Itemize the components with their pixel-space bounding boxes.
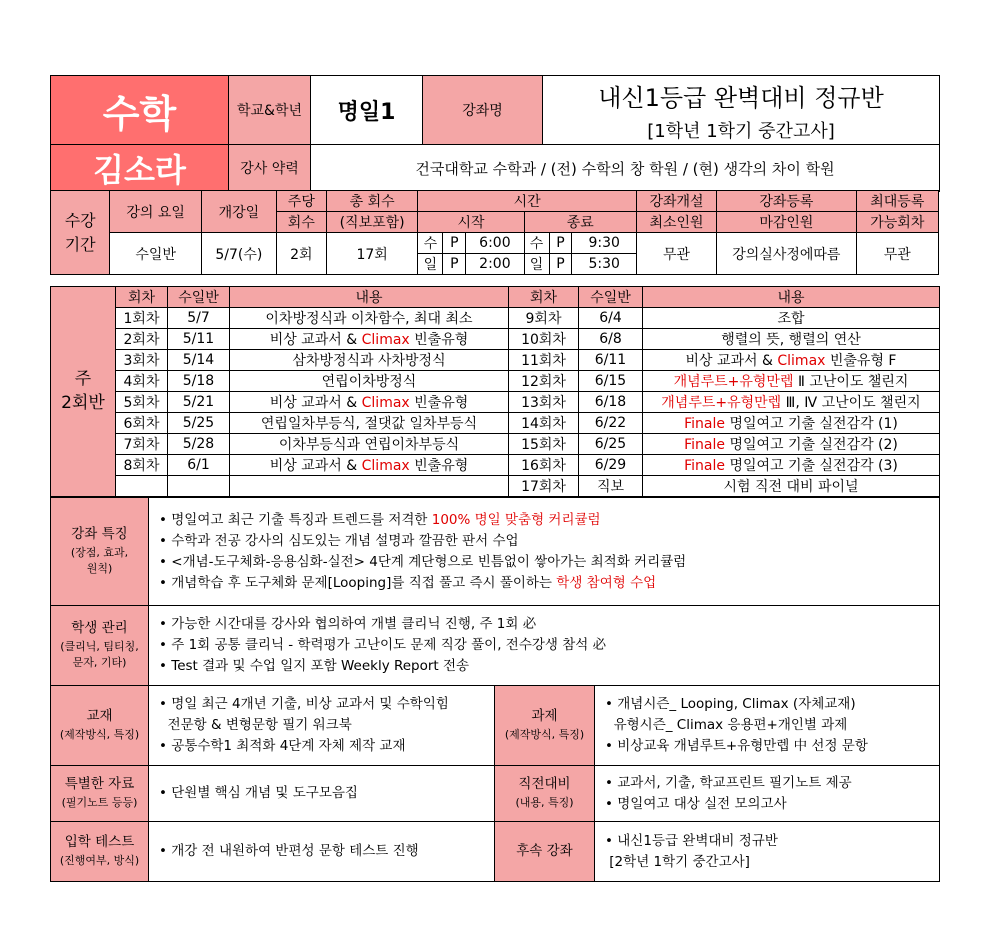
session-content-text: 이차부등식과 연립이차부등식 bbox=[278, 437, 460, 453]
time-start: 2:00 bbox=[466, 254, 524, 275]
session-content-text: 빈출유형 bbox=[409, 395, 469, 411]
session-content-text: 개념루트+유형만렙 bbox=[673, 374, 794, 390]
session-content bbox=[643, 392, 940, 413]
session-date: 6/1 bbox=[168, 455, 230, 476]
time-day: 수 bbox=[418, 233, 443, 254]
entry-test-item: • 개강 전 내원하여 반편성 문항 테스트 진행 bbox=[159, 843, 419, 859]
period-label-bottom: 기간 bbox=[64, 234, 96, 254]
session-content-text: Climax bbox=[361, 395, 410, 411]
day-value: 수일반 bbox=[110, 233, 202, 275]
h-date: 수일반 bbox=[579, 287, 643, 308]
time-day: 일 bbox=[524, 254, 549, 275]
time-start: 6:00 bbox=[466, 233, 524, 254]
entry-test-label bbox=[51, 822, 149, 882]
features-label bbox=[51, 498, 149, 606]
material-item: • 단원별 핵심 개념 및 도구모음집 bbox=[159, 785, 358, 801]
session-date: 5/28 bbox=[168, 434, 230, 455]
entry-test-list bbox=[149, 822, 495, 882]
session-content-text: 명일여고 기출 실전감각 (3) bbox=[725, 458, 898, 474]
textbook-label-text: 교재 bbox=[86, 708, 113, 725]
features-item-text: • <개념-도구체화-응용심화-실전> 4단계 계단형으로 빈틈없이 쌓아가는 최적화 커리큘럼 bbox=[159, 553, 687, 570]
schedule-label-bottom: 2회반 bbox=[61, 392, 105, 413]
followup-label-text: 후속 강좌 bbox=[516, 842, 573, 859]
session-content-text: 시험 직전 대비 파이널 bbox=[723, 479, 859, 495]
session-number: 10회차 bbox=[509, 329, 579, 350]
session-date bbox=[168, 476, 230, 497]
schedule-label-top: 주 bbox=[74, 368, 92, 389]
homework-sub: (제작방식, 특징) bbox=[504, 728, 585, 742]
session-date: 5/25 bbox=[168, 413, 230, 434]
session-number: 1회차 bbox=[116, 308, 168, 329]
textbook-list bbox=[149, 686, 495, 766]
course-title bbox=[543, 76, 940, 145]
col-day: 강의 요일 bbox=[110, 191, 202, 233]
features-item bbox=[159, 510, 929, 531]
homework-label-text: 과제 bbox=[531, 708, 558, 725]
col-time-start: 시작 bbox=[418, 212, 524, 233]
management-sub2: 문자, 기타) bbox=[72, 656, 127, 670]
session-content-text: Finale bbox=[684, 416, 725, 432]
session-number: 2회차 bbox=[116, 329, 168, 350]
material-list bbox=[149, 766, 495, 822]
schedule-row bbox=[51, 434, 940, 455]
max-value: 무관 bbox=[856, 233, 938, 275]
management-item: • Test 결과 및 수업 일지 포함 Weekly Report 전송 bbox=[159, 658, 470, 674]
session-number: 15회차 bbox=[509, 434, 579, 455]
session-number: 8회차 bbox=[116, 455, 168, 476]
features-label-text: 강좌 특징 bbox=[71, 526, 128, 543]
col-total-top: 총 회수 bbox=[326, 191, 418, 212]
session-content bbox=[643, 455, 940, 476]
session-date: 5/7 bbox=[168, 308, 230, 329]
per-week-value: 2회 bbox=[276, 233, 326, 275]
session-number: 7회차 bbox=[116, 434, 168, 455]
course-title-main: 내신1등급 완벽대비 정규반 bbox=[598, 83, 884, 112]
textbook-item: 전문항 & 변형문항 필기 워크북 bbox=[159, 717, 352, 733]
session-content bbox=[230, 413, 509, 434]
schedule-row bbox=[51, 308, 940, 329]
management-item: • 가능한 시간대를 강사와 협의하여 개별 클리닉 진행, 주 1회 必 bbox=[159, 616, 537, 632]
subject-title: 수학 bbox=[51, 76, 229, 145]
session-content bbox=[230, 371, 509, 392]
features-list bbox=[149, 498, 940, 606]
management-label bbox=[51, 606, 149, 686]
session-content-text: Ⅲ, Ⅳ 고난이도 챌린지 bbox=[781, 395, 921, 411]
textbook-label bbox=[51, 686, 149, 766]
period-label-top: 수강 bbox=[64, 210, 96, 230]
session-content-text: 빈출유형 bbox=[409, 332, 469, 348]
session-date: 6/18 bbox=[579, 392, 643, 413]
session-content-text: 빈출유형 F bbox=[825, 353, 897, 369]
textbook-item: • 공통수학1 최적화 4단계 자체 제작 교재 bbox=[159, 738, 406, 754]
session-date: 5/21 bbox=[168, 392, 230, 413]
features-item bbox=[159, 531, 929, 552]
session-content-text: 명일여고 기출 실전감각 (1) bbox=[725, 416, 898, 432]
features-sub2: 원칙) bbox=[86, 562, 113, 576]
start-value: 5/7(수) bbox=[201, 233, 276, 275]
session-date: 6/8 bbox=[579, 329, 643, 350]
session-content-text: Finale bbox=[684, 458, 725, 474]
material-label bbox=[51, 766, 149, 822]
session-content-text: 개념루트+유형만렙 bbox=[661, 395, 782, 411]
entry-test-label-text: 입학 테스트 bbox=[64, 834, 135, 851]
features-sub1: (장점, 효과, bbox=[70, 545, 129, 559]
schedule-row bbox=[51, 329, 940, 350]
session-content bbox=[230, 455, 509, 476]
session-number: 9회차 bbox=[509, 308, 579, 329]
prep-label-text: 직전대비 bbox=[518, 776, 571, 793]
time-ampm: P bbox=[549, 233, 572, 254]
session-content bbox=[643, 476, 940, 497]
session-number bbox=[116, 476, 168, 497]
management-sub1: (클리닉, 팀티칭, bbox=[60, 639, 139, 653]
col-start: 개강일 bbox=[201, 191, 276, 233]
textbook-item: • 명일 최근 4개년 기출, 비상 교과서 및 수학익힘 bbox=[159, 696, 449, 712]
col-week-top: 주당 bbox=[276, 191, 326, 212]
schedule-row bbox=[51, 476, 940, 497]
session-number: 17회차 bbox=[509, 476, 579, 497]
features-item-text: • 개념학습 후 도구체화 문제[Looping]를 직접 풀고 즉시 풀이하는 bbox=[159, 574, 557, 591]
session-date: 5/18 bbox=[168, 371, 230, 392]
career-value: 건국대학교 수학과 / (전) 수학의 창 학원 / (현) 생각의 차이 학원 bbox=[311, 145, 940, 192]
session-content-text: Finale bbox=[684, 437, 725, 453]
session-content bbox=[230, 329, 509, 350]
session-content bbox=[643, 413, 940, 434]
h-session: 회차 bbox=[509, 287, 579, 308]
session-content-text: 비상 교과서 & bbox=[269, 395, 362, 411]
session-content-text: 이차방정식과 이차함수, 최대 최소 bbox=[265, 311, 473, 327]
deadline-value: 강의실사정에따름 bbox=[717, 233, 856, 275]
session-content-text: 조합 bbox=[777, 311, 805, 327]
time-ampm: P bbox=[549, 254, 572, 275]
material-label-text: 특별한 자료 bbox=[64, 776, 135, 793]
session-number: 14회차 bbox=[509, 413, 579, 434]
followup-item: • 내신1등급 완벽대비 정규반 bbox=[605, 832, 778, 849]
col-min-top: 강좌개설 bbox=[636, 191, 716, 212]
session-content-text: 연립이차방정식 bbox=[321, 374, 417, 390]
session-content bbox=[643, 329, 940, 350]
col-time-end: 종료 bbox=[524, 212, 636, 233]
schedule-row bbox=[51, 413, 940, 434]
features-item bbox=[159, 573, 929, 594]
session-content-text: 삼차방정식과 사차방정식 bbox=[292, 353, 446, 369]
homework-label bbox=[495, 686, 595, 766]
session-date: 6/22 bbox=[579, 413, 643, 434]
session-content bbox=[230, 476, 509, 497]
session-content-text: 비상 교과서 & bbox=[269, 332, 362, 348]
session-date: 6/15 bbox=[579, 371, 643, 392]
school-grade-label: 학교&학년 bbox=[229, 76, 311, 145]
session-content-text: Ⅱ 고난이도 챌린지 bbox=[793, 374, 909, 390]
followup-label bbox=[495, 822, 595, 882]
col-max-top: 최대등록 bbox=[856, 191, 938, 212]
min-value: 무관 bbox=[636, 233, 716, 275]
homework-list bbox=[595, 686, 940, 766]
prep-sub: (내용, 특징) bbox=[515, 796, 574, 810]
session-content-text: 명일여고 기출 실전감각 (2) bbox=[725, 437, 898, 453]
teacher-name: 김소라 bbox=[51, 145, 229, 192]
h-content: 내용 bbox=[230, 287, 509, 308]
time-end: 9:30 bbox=[572, 233, 637, 254]
course-label: 강좌명 bbox=[423, 76, 543, 145]
prep-item: • 교과서, 기출, 학교프린트 필기노트 제공 bbox=[605, 774, 852, 791]
col-time: 시간 bbox=[418, 191, 637, 212]
h-date: 수일반 bbox=[168, 287, 230, 308]
col-total-bottom: (직보포함) bbox=[326, 212, 418, 233]
homework-item: • 개념시즌_ Looping, Climax (자체교재) bbox=[605, 696, 856, 712]
session-date: 직보 bbox=[579, 476, 643, 497]
session-number: 4회차 bbox=[116, 371, 168, 392]
session-number: 12회차 bbox=[509, 371, 579, 392]
course-title-sub: [1학년 1학기 중간고사] bbox=[647, 120, 835, 142]
prep-label bbox=[495, 766, 595, 822]
session-content-text: 비상 교과서 & bbox=[685, 353, 778, 369]
features-item-text: 100% 명일 맞춤형 커리큘럼 bbox=[431, 511, 601, 528]
col-min-bottom: 최소인원 bbox=[636, 212, 716, 233]
session-content bbox=[643, 371, 940, 392]
time-day: 수 bbox=[524, 233, 549, 254]
schedule-row bbox=[51, 392, 940, 413]
session-number: 16회차 bbox=[509, 455, 579, 476]
session-content bbox=[230, 434, 509, 455]
total-value: 17회 bbox=[326, 233, 418, 275]
session-content bbox=[230, 308, 509, 329]
session-date: 6/4 bbox=[579, 308, 643, 329]
h-session: 회차 bbox=[116, 287, 168, 308]
features-item bbox=[159, 552, 929, 573]
time-ampm: P bbox=[443, 254, 466, 275]
h-content: 내용 bbox=[643, 287, 940, 308]
features-item-text: 학생 참여형 수업 bbox=[556, 574, 657, 591]
session-number: 11회차 bbox=[509, 350, 579, 371]
management-list bbox=[149, 606, 940, 686]
session-number: 13회차 bbox=[509, 392, 579, 413]
session-number: 3회차 bbox=[116, 350, 168, 371]
schedule-row bbox=[51, 350, 940, 371]
session-date: 5/11 bbox=[168, 329, 230, 350]
col-deadline-top: 강좌등록 bbox=[717, 191, 856, 212]
features-item-text: • 명일여고 최근 기출 특징과 트렌드를 저격한 bbox=[159, 511, 432, 528]
session-content bbox=[230, 350, 509, 371]
prep-item: • 명일여고 대상 실전 모의고사 bbox=[605, 795, 787, 812]
time-end: 5:30 bbox=[572, 254, 637, 275]
schedule-label bbox=[51, 287, 116, 497]
session-date: 6/25 bbox=[579, 434, 643, 455]
session-content-text: 연립일차부등식, 절댓값 일차부등식 bbox=[260, 416, 478, 432]
prep-list bbox=[595, 766, 940, 822]
session-content bbox=[643, 308, 940, 329]
session-content-text: Climax bbox=[361, 332, 410, 348]
session-date: 6/29 bbox=[579, 455, 643, 476]
features-item-text: • 수학과 전공 강사의 심도있는 개념 설명과 깔끔한 판서 수업 bbox=[159, 532, 519, 549]
entry-test-sub: (진행여부, 방식) bbox=[59, 854, 140, 868]
textbook-sub: (제작방식, 특징) bbox=[59, 728, 140, 742]
school-value: 명일1 bbox=[311, 76, 423, 145]
session-content bbox=[643, 350, 940, 371]
material-sub: (필기노트 등등) bbox=[61, 796, 138, 810]
followup-list bbox=[595, 822, 940, 882]
period-table bbox=[50, 190, 939, 275]
header-table bbox=[50, 75, 940, 192]
homework-item: • 비상교육 개념루트+유형만렙 中 선정 문항 bbox=[605, 738, 868, 754]
col-week-bottom: 회수 bbox=[276, 212, 326, 233]
session-content-text: 비상 교과서 & bbox=[269, 458, 362, 474]
management-label-text: 학생 관리 bbox=[71, 620, 128, 637]
session-number: 6회차 bbox=[116, 413, 168, 434]
session-content bbox=[643, 434, 940, 455]
session-content bbox=[230, 392, 509, 413]
homework-item: 유형시즌_ Climax 응용편+개인별 과제 bbox=[605, 717, 848, 733]
schedule-row bbox=[51, 371, 940, 392]
management-item: • 주 1회 공통 클리닉 - 학력평가 고난이도 문제 직강 풀이, 전수강생 참석 必 bbox=[159, 637, 607, 653]
time-ampm: P bbox=[443, 233, 466, 254]
session-date: 6/11 bbox=[579, 350, 643, 371]
session-content-text: 행렬의 뜻, 행렬의 연산 bbox=[721, 332, 861, 348]
schedule-table bbox=[50, 286, 940, 497]
period-label bbox=[51, 191, 110, 275]
col-max-bottom: 가능회차 bbox=[856, 212, 938, 233]
session-content-text: 빈출유형 bbox=[409, 458, 469, 474]
session-number: 5회차 bbox=[116, 392, 168, 413]
session-content-text: Climax bbox=[777, 353, 826, 369]
session-content-text: Climax bbox=[361, 458, 410, 474]
time-day: 일 bbox=[418, 254, 443, 275]
col-deadline-bottom: 마감인원 bbox=[717, 212, 856, 233]
career-label: 강사 약력 bbox=[229, 145, 311, 192]
session-date: 5/14 bbox=[168, 350, 230, 371]
followup-item: [2학년 1학기 중간고사] bbox=[605, 853, 750, 870]
details-table bbox=[50, 497, 940, 882]
schedule-row bbox=[51, 455, 940, 476]
